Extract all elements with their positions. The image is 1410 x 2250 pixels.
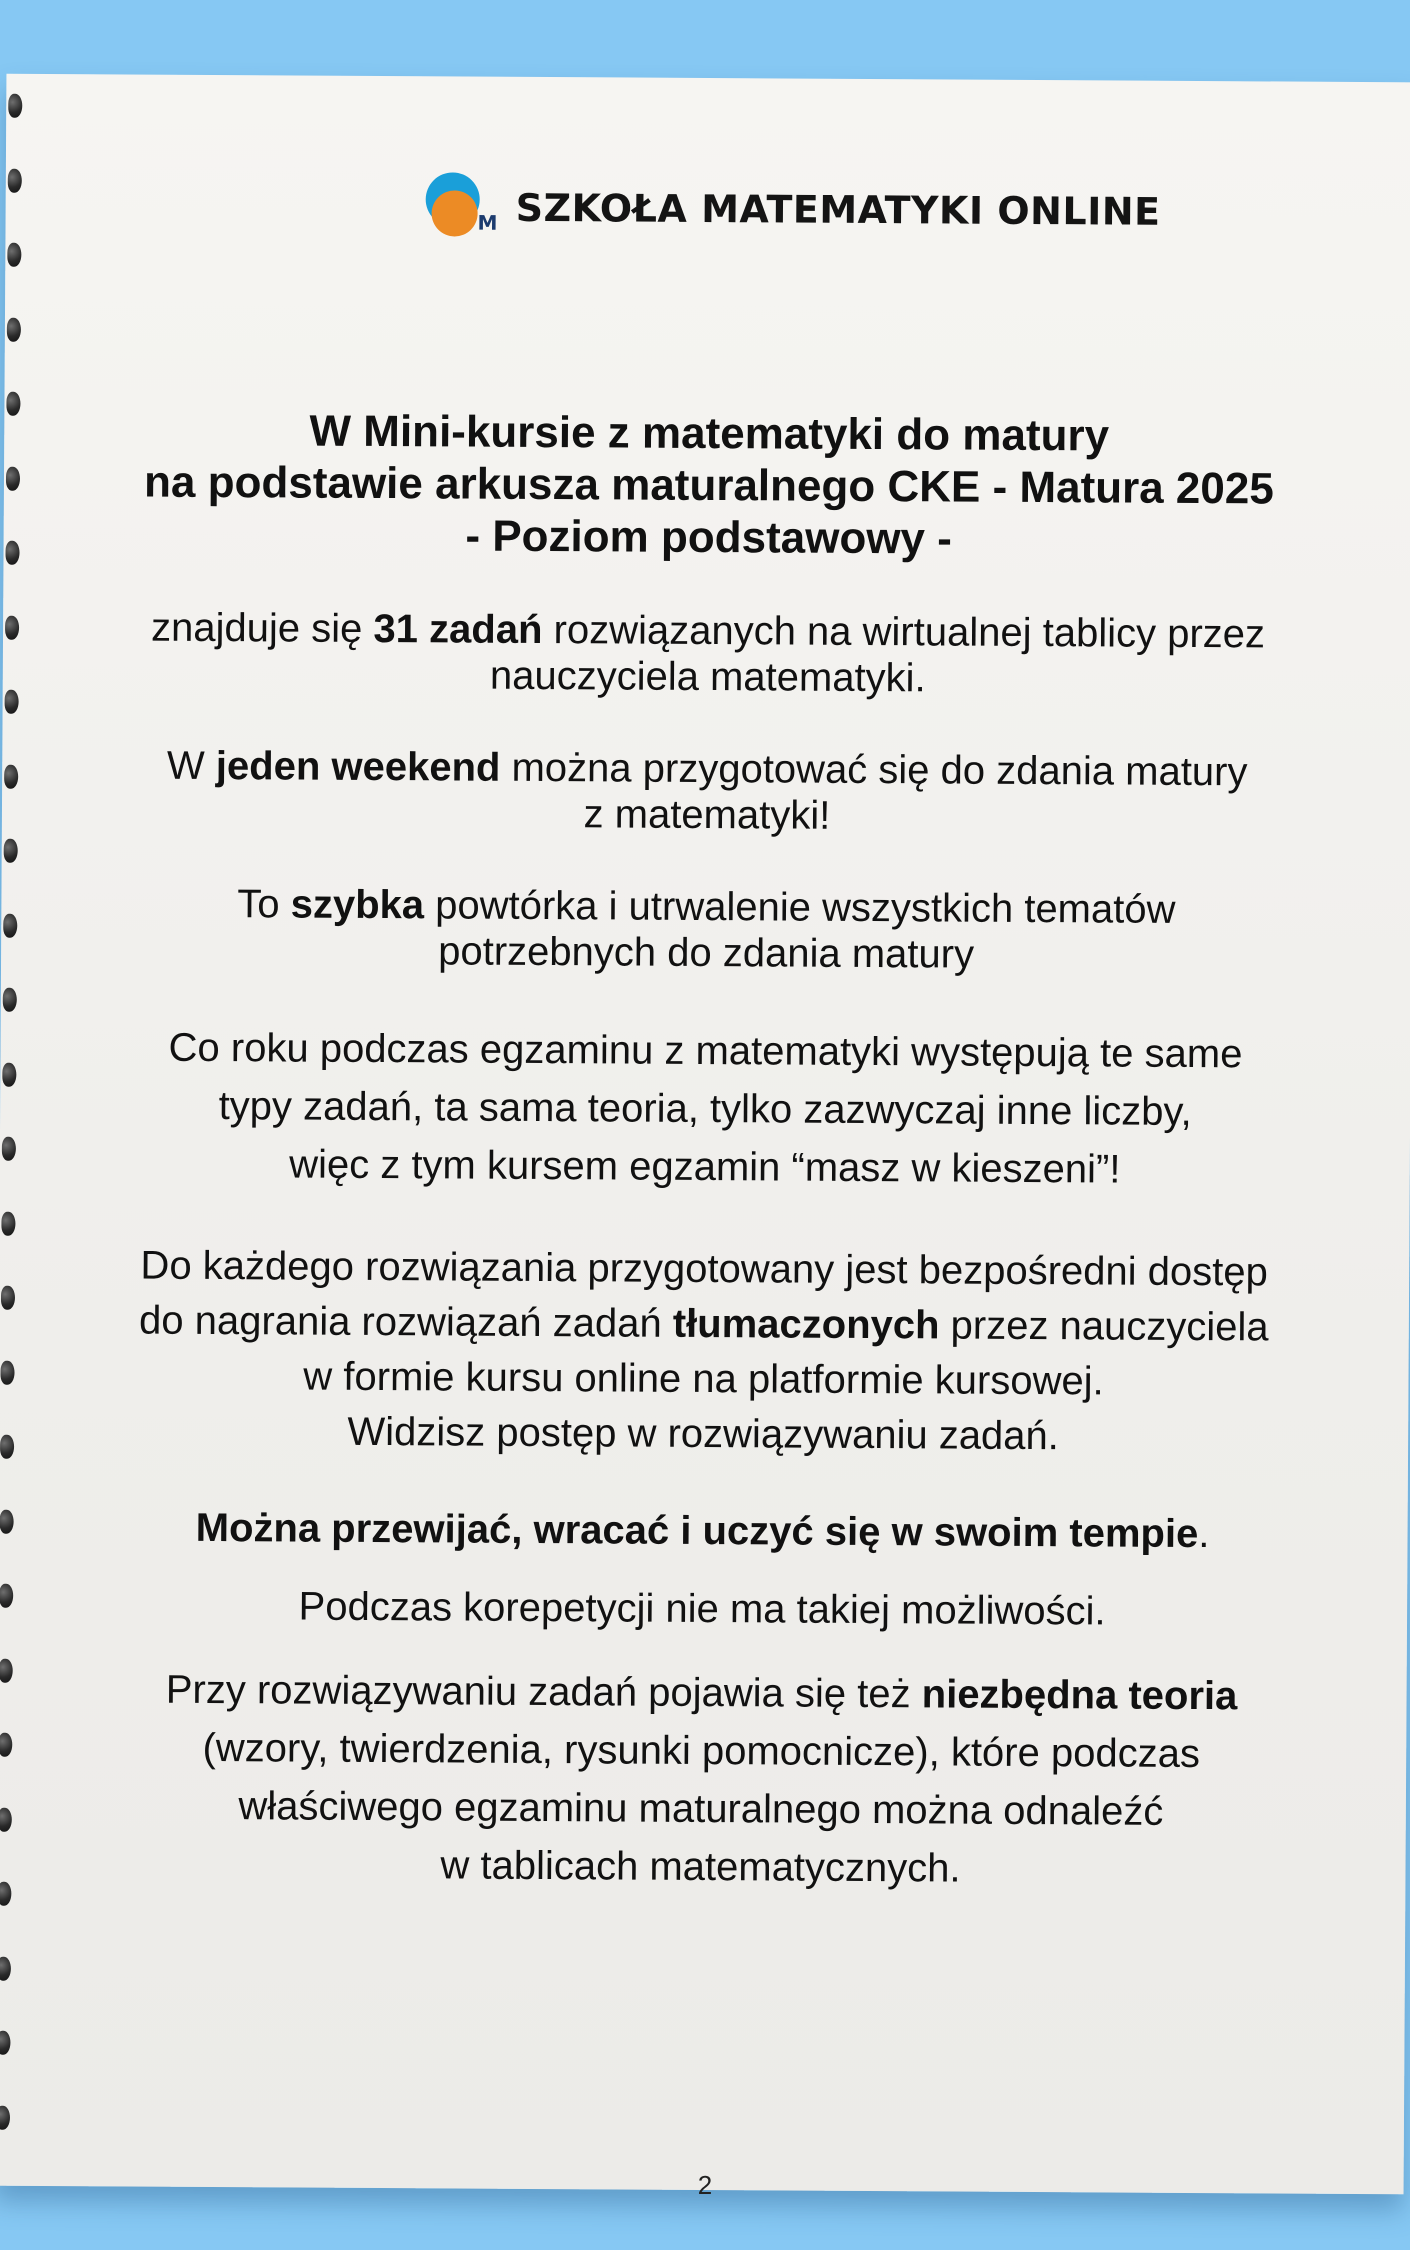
paragraph-own-pace (57, 1504, 1347, 1558)
spiral-ring (4, 764, 18, 788)
bold-span: 31 zadań (373, 606, 543, 652)
bold-span: niezbędna teoria (921, 1672, 1238, 1719)
page-number: 2 (697, 2170, 713, 2200)
spiral-ring (6, 466, 20, 490)
logo-letter: M (477, 210, 498, 235)
text-span: rozwiązanych na wirtualnej tablicy przez (542, 607, 1266, 657)
spiral-ring (4, 839, 18, 863)
spiral-ring (0, 1807, 12, 1831)
paragraph-recordings (58, 1238, 1349, 1466)
bold-span: szybka (290, 882, 425, 928)
spiral-ring (0, 1733, 12, 1757)
spiral-ring (5, 690, 19, 714)
text-line: Widzisz postęp w rozwiązywaniu zadań. (347, 1409, 1059, 1459)
spiral-ring (5, 541, 19, 565)
bold-span: tłumaczonych (672, 1301, 940, 1348)
text-line: z matematyki! (583, 792, 831, 838)
paragraph-tasks (63, 604, 1354, 704)
main-content (55, 404, 1354, 1946)
text-span: znajduje się (150, 605, 374, 651)
spiral-ring (0, 2105, 10, 2129)
spiral-ring (0, 1360, 14, 1384)
text-line: typy zadań, ta sama teoria, tylko zazwyczaj inne liczby, (218, 1084, 1192, 1134)
spiral-ring (0, 1509, 14, 1533)
spiral-ring (1, 1286, 15, 1310)
spiral-ring (8, 168, 22, 192)
text-line: potrzebnych do zdania matury (438, 929, 975, 977)
spiral-ring (0, 2031, 11, 2055)
spiral-ring (3, 913, 17, 937)
text-span: Przy rozwiązywaniu zadań pojawia się też (165, 1667, 922, 1717)
text-line: Co roku podczas egzaminu z matematyki występują te same (168, 1025, 1243, 1077)
spiral-binding (0, 94, 28, 2174)
text-span: To (237, 882, 291, 927)
paragraph-every-year (60, 1018, 1351, 1200)
text-line: Do każdego rozwiązania przygotowany jest bezpośredni dostęp (140, 1243, 1268, 1295)
notebook-page (0, 74, 1410, 2195)
spiral-ring (8, 94, 22, 118)
text-line: nauczyciela matematyki. (489, 653, 926, 701)
text-line: więc z tym kursem egzamin “masz w kieszeni”! (289, 1142, 1121, 1192)
spiral-ring (0, 1584, 13, 1608)
text-span: W (166, 743, 217, 789)
spiral-ring (3, 988, 17, 1012)
text-line: Podczas korepetycji nie ma takiej możliwości. (298, 1584, 1106, 1634)
text-span: przez nauczyciela (939, 1303, 1269, 1350)
title-line-2: na podstawie arkusza maturalnego CKE - Matura 2025 (143, 457, 1274, 514)
text-span: można przygotować się do zdania matury (500, 745, 1248, 795)
spiral-ring (2, 1062, 16, 1086)
text-line: w formie kursu online na platformie kursowej. (303, 1354, 1104, 1404)
paragraph-weekend (62, 742, 1353, 842)
spiral-ring (0, 1882, 11, 1906)
paragraph-theory (55, 1660, 1346, 1900)
text-span: . (1198, 1512, 1210, 1557)
spiral-ring (7, 243, 21, 267)
brand-name: SZKOŁA MATEMATYKI ONLINE (515, 185, 1161, 234)
text-span: do nagrania rozwiązań zadań (138, 1298, 673, 1346)
spiral-ring (0, 1956, 11, 1980)
spiral-ring (2, 1137, 16, 1161)
bold-span: jeden weekend (215, 744, 501, 790)
paragraph-tutoring (57, 1582, 1347, 1636)
header (423, 172, 1160, 247)
title-line-1: W Mini-kursie z matematyki do matury (309, 406, 1110, 461)
paragraph-quick-review (61, 880, 1352, 980)
spiral-ring (0, 1658, 13, 1682)
logo-orange-circle (431, 190, 477, 236)
text-span: powtórka i utrwalenie wszystkich tematów (423, 883, 1176, 932)
school-logo (423, 172, 498, 242)
spiral-ring (0, 1435, 14, 1459)
bold-span: Można przewijać, wracać i uczyć się w swoim tempie (195, 1505, 1199, 1557)
spiral-ring (7, 317, 21, 341)
title-line-3: - Poziom podstawowy - (465, 511, 953, 564)
page-title (63, 404, 1354, 568)
text-line: w tablicach matematycznych. (440, 1843, 961, 1891)
text-line: (wzory, twierdzenia, rysunki pomocnicze), które podczas (202, 1725, 1201, 1777)
spiral-ring (6, 392, 20, 416)
spiral-ring (5, 615, 19, 639)
text-line: właściwego egzaminu maturalnego można odnaleźć (238, 1784, 1164, 1834)
spiral-ring (1, 1211, 15, 1235)
